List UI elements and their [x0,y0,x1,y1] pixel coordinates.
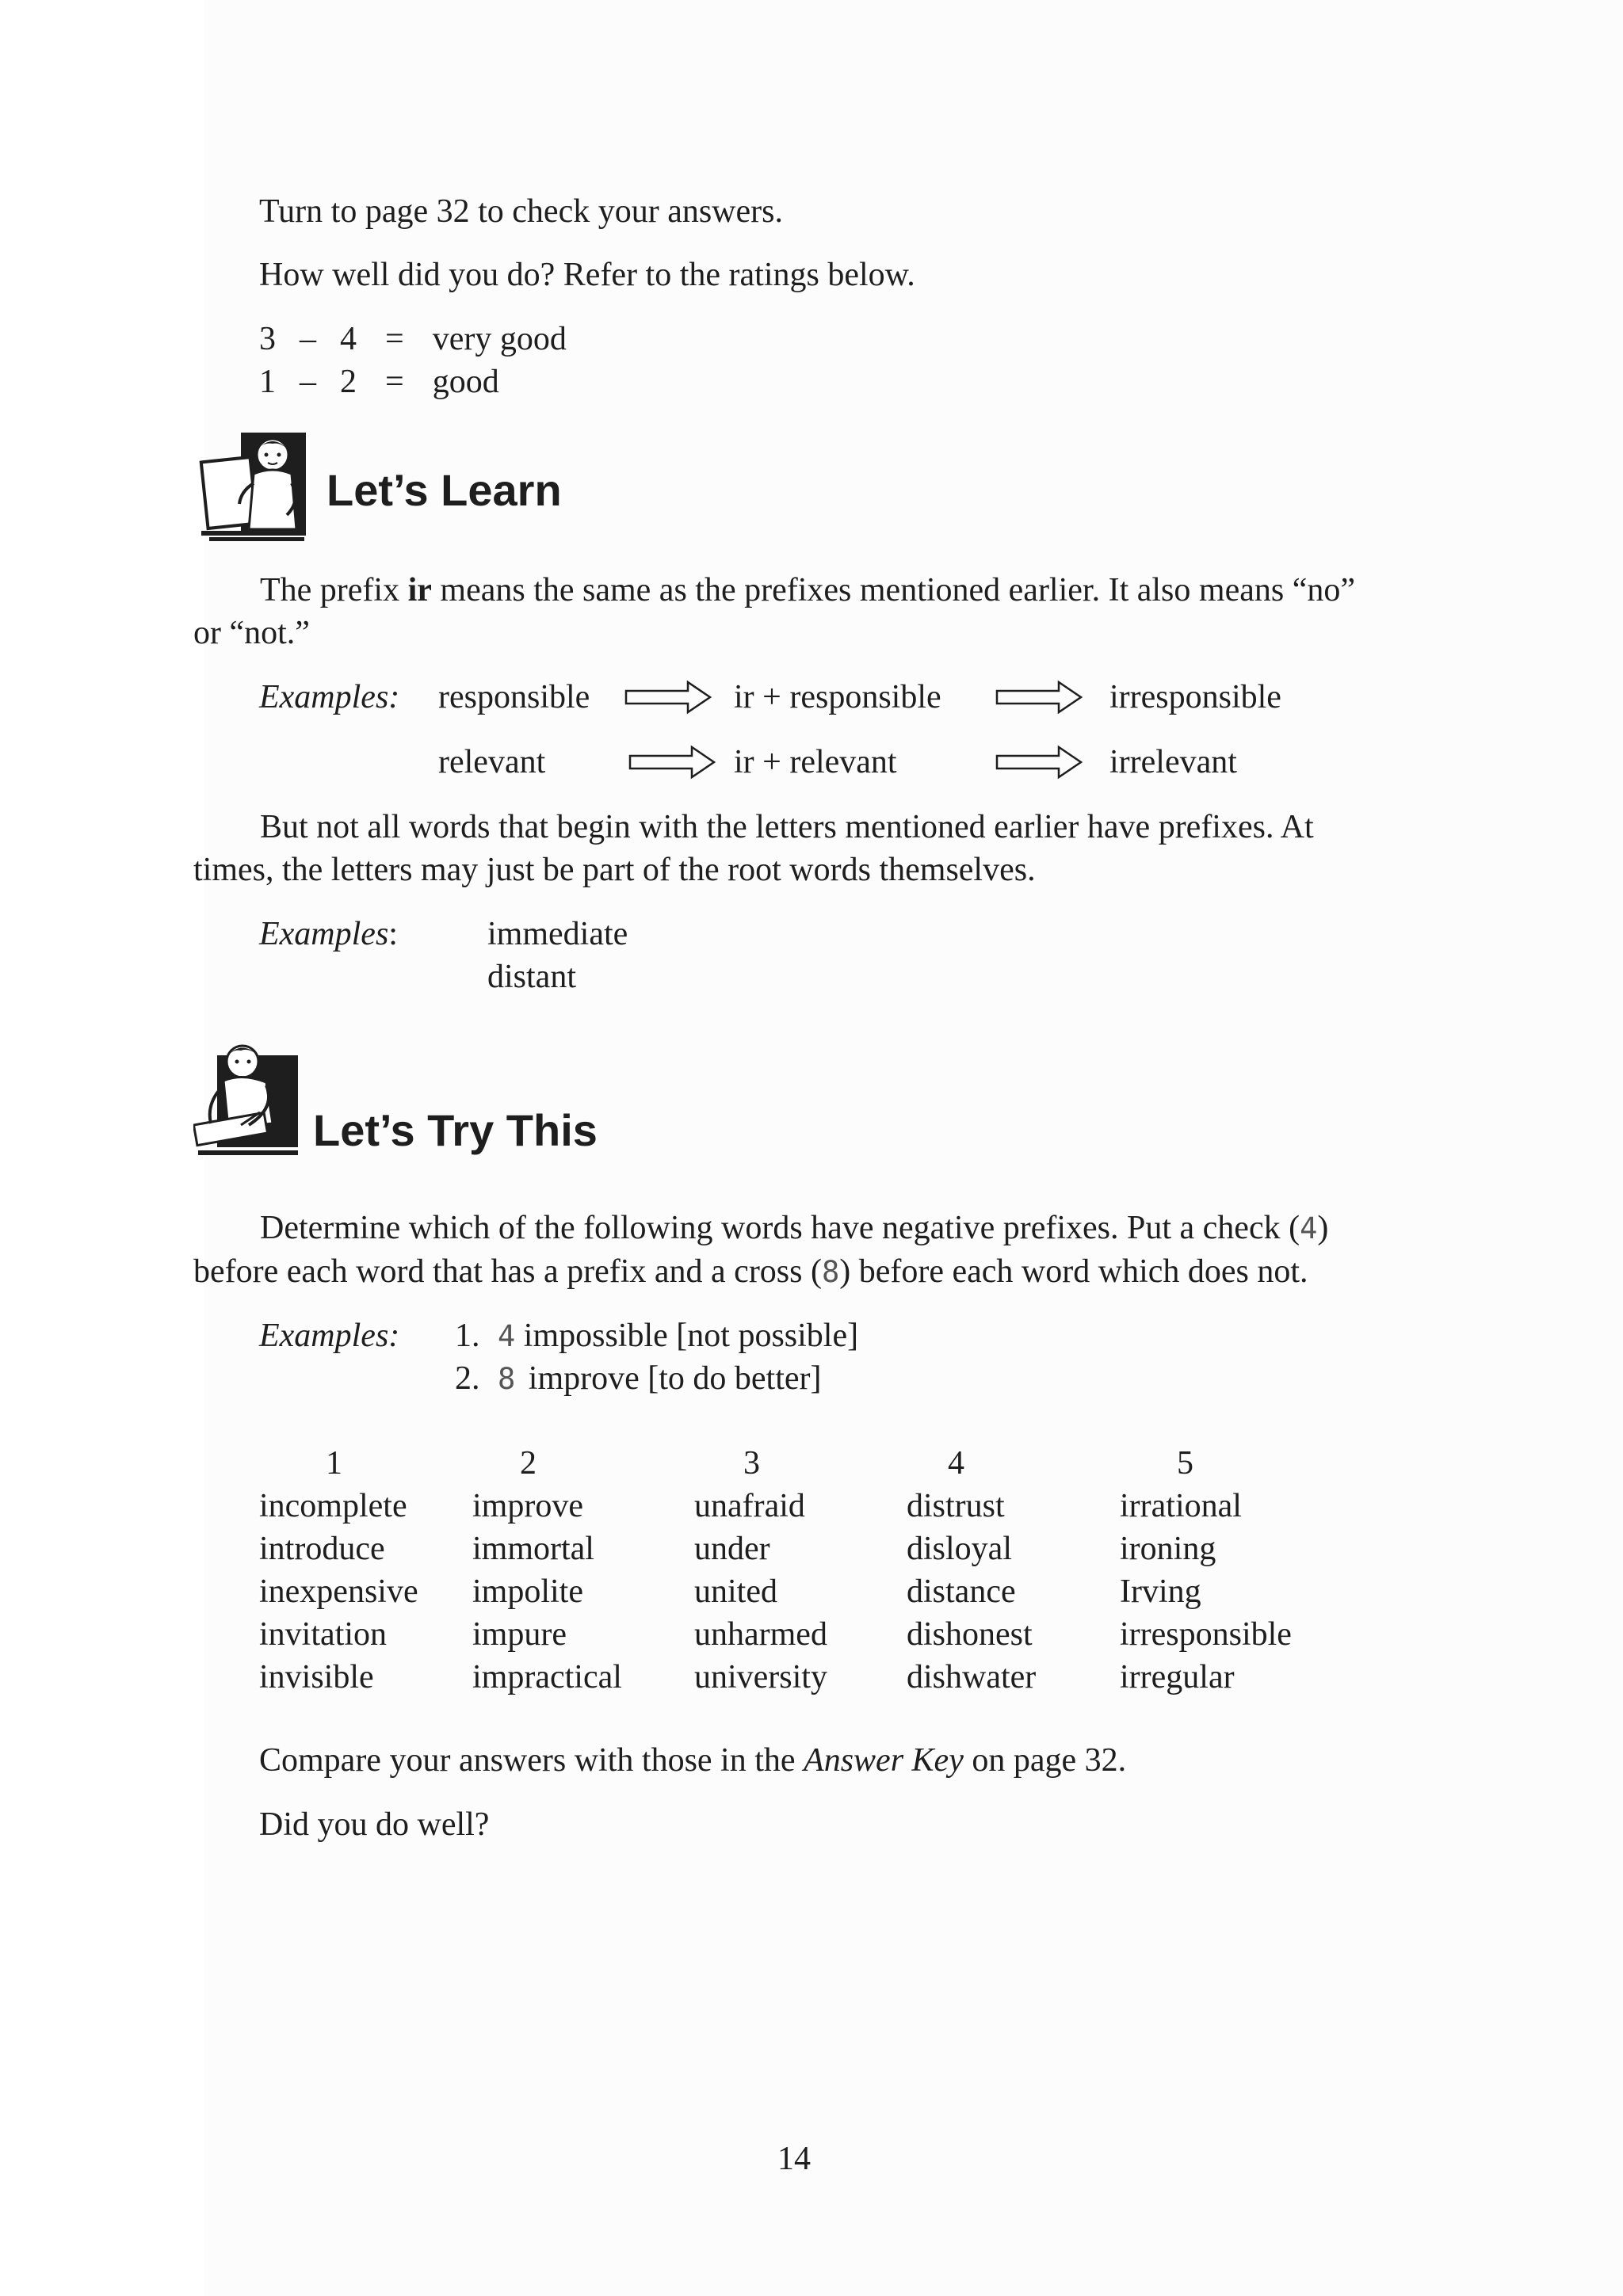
word-item: introduce [259,1531,385,1567]
word-item: improve [472,1488,583,1524]
rating-label: very good [432,321,567,357]
cross-mark-symbol: 8 [498,1362,516,1396]
rating-high: 4 [340,321,357,357]
example-split: ir + responsible [734,679,941,715]
boy-writing-icon [193,1036,300,1163]
page-number: 14 [777,2141,811,2177]
rating-dash: – [300,364,316,400]
column-number: 2 [520,1445,537,1482]
word-item: unafraid [694,1488,805,1524]
word-column-4 [907,1442,1036,1699]
para-text: ) before each word which does not. [839,1253,1308,1290]
rating-equals: = [385,321,404,357]
word-item: dishonest [907,1616,1033,1653]
examples-colon: : [388,916,398,952]
example-text: impossible [not possible] [523,1318,859,1354]
word-item: irrational [1120,1488,1242,1524]
word-item: Irving [1120,1573,1201,1610]
word-column-3 [694,1442,827,1699]
column-number: 1 [326,1445,342,1482]
word-item: invitation [259,1616,387,1653]
check-answers-line: Turn to page 32 to check your answers. [259,193,783,230]
compare-text: on page 32. [963,1742,1127,1779]
example-word: relevant [438,744,546,780]
word-item: irresponsible [1120,1616,1292,1653]
example-root-word: immediate [487,916,628,952]
example-number: 2. [455,1360,480,1397]
compare-answers-line [259,1739,1126,1782]
word-item: invisible [259,1659,374,1695]
rating-equals: = [385,364,404,400]
word-item: impractical [472,1659,622,1695]
examples-label: Examples: [259,1318,400,1354]
prefix-bold: ir [407,572,432,608]
word-column-1 [259,1442,418,1699]
did-you-do-well-line: Did you do well? [259,1806,490,1843]
right-arrow-icon [624,680,713,715]
example-split: ir + relevant [734,744,897,780]
cross-mark-symbol: 8 [821,1255,840,1289]
word-item: distance [907,1573,1016,1610]
right-arrow-icon [995,745,1084,780]
examples-label [259,913,398,955]
check-mark-symbol: 4 [498,1319,516,1353]
rating-row [259,360,499,403]
check-mark-symbol: 4 [1300,1211,1318,1245]
word-item: inexpensive [259,1573,418,1610]
para-text: The prefix [260,572,408,608]
rating-low: 3 [259,321,276,357]
word-item: dishwater [907,1659,1037,1695]
compare-text: Compare your answers with those in the [259,1742,804,1779]
word-item: university [694,1659,827,1695]
column-number: 5 [1177,1445,1193,1482]
word-item: irregular [1120,1659,1235,1695]
boy-holding-paper-icon [193,428,312,547]
answer-key-reference: Answer Key [804,1742,964,1779]
word-item: under [694,1531,770,1567]
para-text: Determine which of the following words have negative prefixes. Put a check ( [260,1210,1300,1246]
rating-low: 1 [259,364,276,400]
word-column-5 [1120,1442,1292,1699]
column-number: 3 [743,1445,760,1482]
example-word: responsible [438,679,590,715]
rating-high: 2 [340,364,357,400]
rating-dash: – [300,321,316,357]
examples-label: Examples: [259,679,400,715]
para-text: means the same as the prefixes mentioned earlier. It also means “no” or “not.” [193,572,1355,651]
prefix-ir-paragraph [193,569,1382,654]
word-item: impure [472,1616,567,1653]
instructions-paragraph [193,1207,1382,1294]
example-item [455,1314,858,1358]
root-words-paragraph: But not all words that begin with the letters mentioned earlier have prefixes. At times, the letters may just be part of the root words themselves. [193,809,1314,888]
para-text: ) before each word that has a prefix and a cross ( [193,1210,1329,1290]
word-item: ironing [1120,1531,1216,1567]
example-result: irrelevant [1109,744,1237,780]
right-arrow-icon [995,680,1084,715]
word-column-2 [472,1442,622,1699]
lets-try-this-heading: Let’s Try This [313,1105,598,1155]
example-item [455,1357,822,1401]
rating-label: good [432,364,499,400]
lets-learn-heading: Let’s Learn [327,465,562,515]
example-root-word: distant [487,959,576,995]
column-number: 4 [948,1445,964,1482]
rating-row [259,318,567,360]
word-item: united [694,1573,777,1610]
example-text: improve [to do better] [528,1360,822,1397]
word-item: incomplete [259,1488,407,1524]
examples-word: Examples [259,916,389,952]
how-well-line: How well did you do? Refer to the ratings below. [259,257,915,293]
example-number: 1. [455,1318,480,1354]
word-item: distrust [907,1488,1005,1524]
word-item: impolite [472,1573,583,1610]
example-result: irresponsible [1109,679,1281,715]
word-item: unharmed [694,1616,827,1653]
right-arrow-icon [628,745,717,780]
word-item: immortal [472,1531,594,1567]
word-item: disloyal [907,1531,1012,1567]
